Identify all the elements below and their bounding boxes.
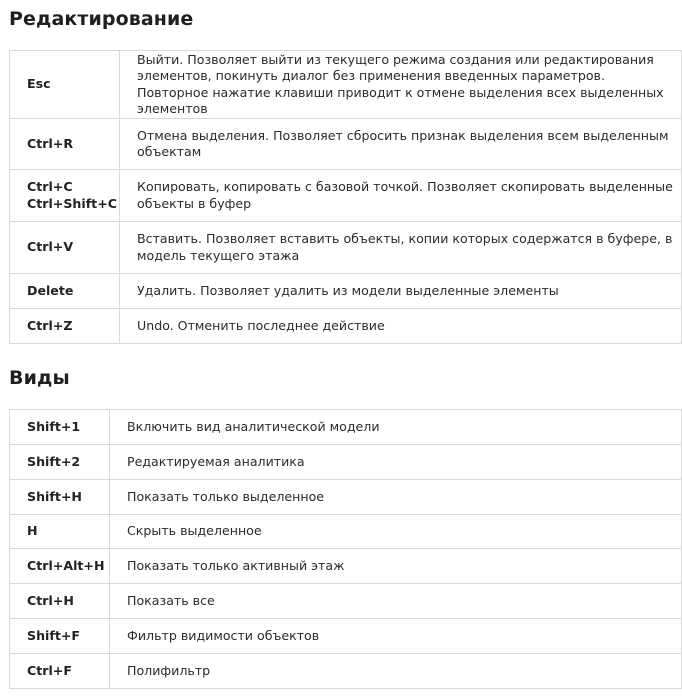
table-row: [10, 410, 682, 445]
shortcut-key: Ctrl+Alt+H: [10, 549, 110, 584]
shortcut-description: Редактируемая аналитика: [110, 445, 682, 480]
shortcut-description: Показать только выделенное: [110, 480, 682, 515]
shortcut-key: Ctrl+Z: [10, 309, 120, 344]
shortcut-description: Выйти. Позволяет выйти из текущего режима создания или редактирования элементов, покинуть диалог без применения введенных параметров. Повторное нажатие клавиши приводит к отмене выделения всех выделенных элементов: [120, 51, 682, 119]
table-row: [10, 170, 682, 222]
editing-shortcuts-table: [9, 50, 682, 344]
shortcut-description: Фильтр видимости объектов: [110, 619, 682, 654]
shortcut-description: Скрыть выделенное: [110, 515, 682, 549]
shortcut-description: Показать только активный этаж: [110, 549, 682, 584]
shortcut-key-line: Ctrl+C: [27, 179, 73, 194]
section-title-editing: Редактирование: [9, 8, 194, 30]
table-row: [10, 584, 682, 619]
table-row: [10, 222, 682, 274]
table-row: [10, 445, 682, 480]
shortcut-key: Ctrl+V: [10, 222, 120, 274]
shortcut-key: Shift+F: [10, 619, 110, 654]
shortcut-description: Полифильтр: [110, 654, 682, 689]
table-row: [10, 51, 682, 119]
shortcut-key: Ctrl+H: [10, 584, 110, 619]
table-row: [10, 515, 682, 549]
shortcut-key: Shift+H: [10, 480, 110, 515]
shortcut-key: [10, 170, 120, 222]
shortcut-key-line: Ctrl+Shift+C: [27, 195, 117, 211]
section-title-views: Виды: [9, 367, 70, 389]
shortcut-description: Отмена выделения. Позволяет сбросить признак выделения всем выделенным объектам: [120, 119, 682, 170]
shortcut-key: Ctrl+R: [10, 119, 120, 170]
table-row: [10, 119, 682, 170]
views-shortcuts-table: [9, 409, 682, 689]
shortcut-key: Shift+1: [10, 410, 110, 445]
shortcut-description: Удалить. Позволяет удалить из модели выделенные элементы: [120, 274, 682, 309]
shortcut-key: Ctrl+F: [10, 654, 110, 689]
table-row: [10, 619, 682, 654]
table-row: [10, 549, 682, 584]
shortcut-description: Копировать, копировать с базовой точкой. Позволяет скопировать выделенные объекты в буфер: [120, 170, 682, 222]
shortcut-key: Shift+2: [10, 445, 110, 480]
shortcut-key: H: [10, 515, 110, 549]
table-row: [10, 654, 682, 689]
table-row: [10, 480, 682, 515]
shortcut-key: Esc: [10, 51, 120, 119]
shortcut-description: Показать все: [110, 584, 682, 619]
table-row: [10, 274, 682, 309]
shortcut-description: Undo. Отменить последнее действие: [120, 309, 682, 344]
shortcut-key: Delete: [10, 274, 120, 309]
table-row: [10, 309, 682, 344]
shortcut-description: Включить вид аналитической модели: [110, 410, 682, 445]
shortcut-description: Вставить. Позволяет вставить объекты, копии которых содержатся в буфере, в модель текущего этажа: [120, 222, 682, 274]
